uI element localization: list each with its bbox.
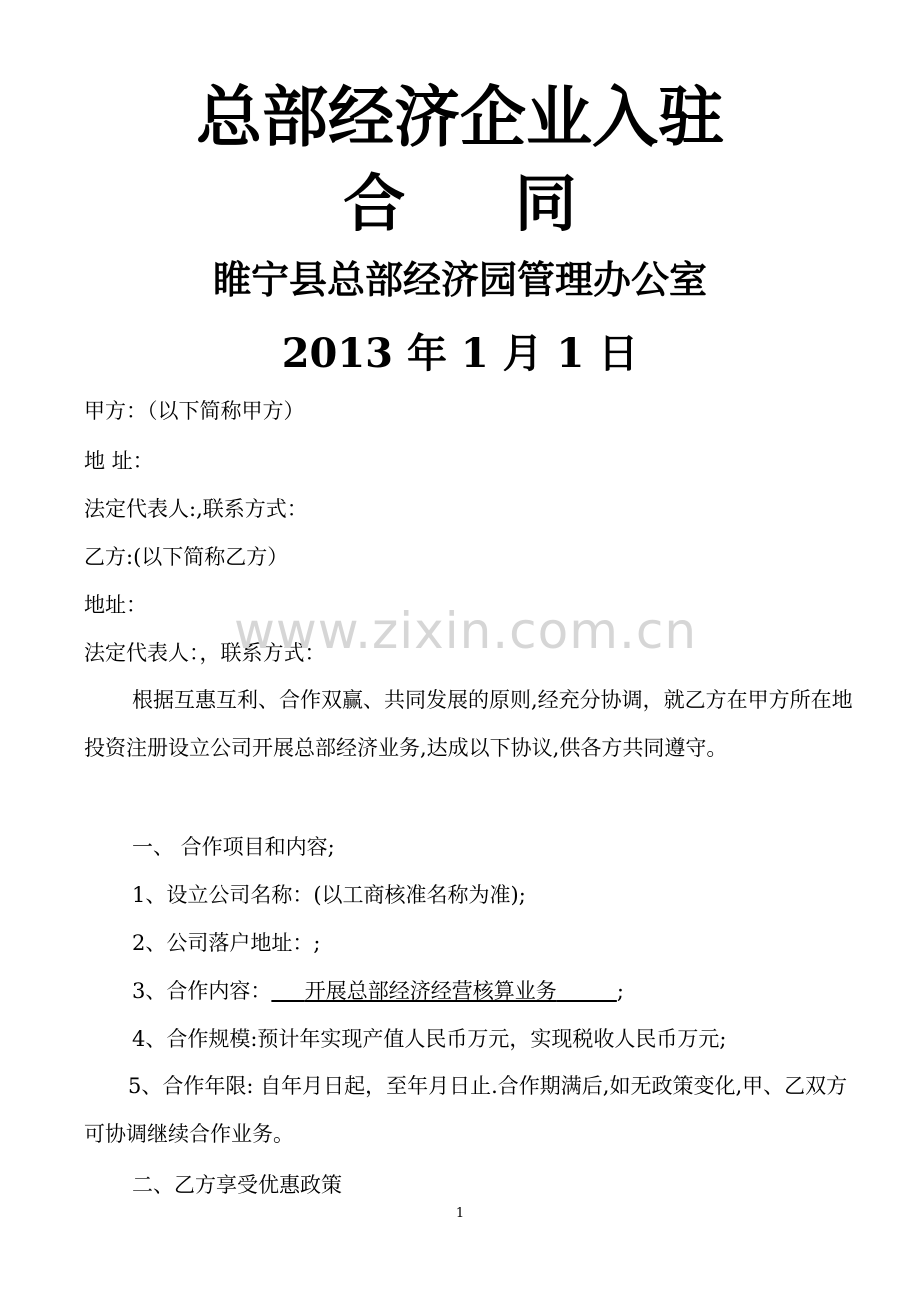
party-a-address: 地 址：	[84, 449, 154, 473]
section2-heading: 二、乙方享受优惠政策	[132, 1173, 342, 1197]
section1-item1: 1、设立公司名称：(以工商核准名称为准);	[132, 883, 526, 907]
watermark: www.zixin.com.cn	[234, 602, 698, 660]
preamble-paragraph	[84, 676, 854, 772]
document-date: 2013 年 1 月 1 日	[281, 330, 639, 377]
item3-value: 开展总部经济经营核算业务	[304, 979, 557, 1003]
party-b-representative: 法定代表人：，联系方式：	[84, 641, 326, 665]
party-a-line: 甲方：（以下简称甲方）	[84, 399, 305, 423]
page-number: 1	[455, 1206, 465, 1221]
section1-heading: 一、 合作项目和内容;	[132, 835, 335, 859]
document-title: 总部经济企业入驻	[196, 79, 724, 156]
item3-suffix: ;	[616, 979, 624, 1003]
item3-prefix: 3、合作内容：	[132, 979, 272, 1003]
section1-item3	[132, 976, 624, 1006]
issuer-name: 睢宁县总部经济园管理办公室	[212, 258, 707, 302]
section1-item2: 2、公司落户地址：;	[132, 931, 321, 955]
party-b-address: 地址：	[84, 593, 147, 617]
section1-item4: 4、合作规模:预计年实现产值人民币万元，实现税收人民币万元;	[132, 1027, 727, 1051]
party-b-line: 乙方:(以下简称乙方）	[84, 545, 289, 569]
section1-item5: 5、合作年限: 自年月日起，至年月日止.合作期满后,如无政策变化,甲、乙双方可协调继续合作业务。	[84, 1074, 848, 1146]
preamble-text: 根据互惠互利、合作双赢、共同发展的原则,经充分协调，就乙方在甲方所在地投资注册设立公司开展总部经济业务,达成以下协议,供各方共同遵守。	[84, 688, 853, 760]
party-a-representative: 法定代表人:,联系方式：	[84, 497, 308, 521]
document-subtitle: 合 同	[343, 167, 621, 240]
